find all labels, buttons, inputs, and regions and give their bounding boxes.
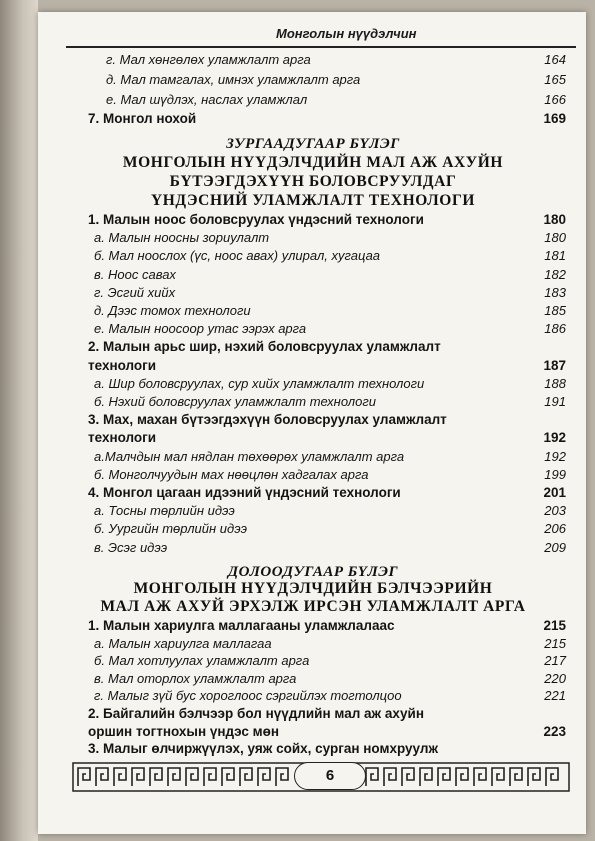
toc-entry-title: а. Малын хариулга маллагаа [94, 635, 272, 651]
toc-entry-title: г. Малыг зүй бус хороглоос сэргийлэх тогтолцоо [94, 688, 402, 704]
toc-entry-title: в. Ноос савах [94, 266, 176, 282]
toc-entry-page: 182 [544, 266, 566, 282]
toc-section-title: 2. Малын арьс шир, нэхий боловсруулах уламжлалт [88, 339, 441, 355]
toc-section-title: 7. Монгол нохой [88, 111, 197, 126]
toc-section-title: 4. Монгол цагаан идээний үндэсний технологи [88, 485, 401, 500]
chapter-label: ЗУРГААДУГААР БҮЛЭГ [226, 136, 400, 152]
toc-entry-page: 217 [544, 653, 566, 669]
toc-entry-page: 206 [544, 521, 566, 537]
toc-section-title: 3. Мах, махан бүтээгдэхүүн боловсруулах уламжлалт [88, 412, 447, 428]
toc-entry-title: г. Эсгий хийх [94, 284, 176, 300]
toc-section-page: 223 [543, 723, 566, 739]
toc-section-title: 1. Малын ноос боловсруулах үндэсний технологи [88, 212, 424, 227]
toc-entry-page: 164 [544, 52, 566, 67]
toc-section-title: технологи [88, 430, 157, 446]
toc-entry-title: в. Эсэг идээ [94, 539, 168, 555]
toc-entry-title: а. Шир боловсруулах, сур хийх уламжлалт технологи [94, 375, 425, 391]
toc-entry-title: д. Дээс томох технологи [94, 303, 251, 318]
toc-section-page: 192 [543, 430, 566, 446]
toc-entry-page: 215 [544, 635, 566, 651]
toc-entry-title: б. Уургийн төрлийн идээ [94, 521, 247, 537]
toc-entry-title: д. Мал тамгалах, имнэх уламжлалт арга [106, 72, 361, 87]
toc-section-page: 187 [543, 357, 566, 373]
toc-entry-page: 199 [544, 466, 566, 482]
toc-entry-page: 166 [544, 92, 566, 107]
ornament-footer [72, 762, 572, 792]
book-edge [0, 0, 38, 841]
toc-entry-title: б. Монголчуудын мах нөөцлөн хадгалах арга [94, 466, 369, 482]
toc-section-page: 215 [543, 618, 566, 633]
toc-entry-title: е. Мал шүдлэх, наслах уламжлал [106, 92, 308, 107]
toc-entry-page: 191 [544, 394, 566, 409]
chapter-title-line: МОНГОЛЫН НҮҮДЭЛЧДИЙН БЭЛЧЭЭРИЙН [133, 580, 493, 597]
toc-entry-page: 183 [544, 284, 566, 300]
toc-section-page: 201 [543, 485, 566, 500]
toc-entry-page: 192 [544, 448, 566, 464]
toc-entry-page: 180 [544, 230, 566, 246]
toc-entry-title: а. Тосны төрлийн идээ [94, 503, 235, 519]
toc-section-page: 169 [543, 111, 566, 126]
toc-entry-title: а.Малчдын мал нядлан төхөөрөх уламжлалт арга [94, 448, 405, 464]
header-title: Монголын нүүдэлчин [276, 26, 417, 41]
chapter-title-line: ҮНДЭСНИЙ УЛАМЖЛАЛТ ТЕХНОЛОГИ [150, 192, 476, 209]
toc-entry-page: 165 [544, 72, 566, 87]
toc-entry-page: 221 [544, 688, 566, 704]
toc-entry-page: 185 [544, 303, 566, 318]
toc-section-title: 2. Байгалийн бэлчээр бол нүүдлийн мал аж ахуйн [88, 706, 425, 721]
toc-entry-title: б. Мал хотлуулах уламжлалт арга [94, 653, 310, 669]
toc-entry-title: а. Малын ноосны зориулалт [94, 230, 270, 246]
toc-section-title: технологи [88, 357, 157, 373]
page-number: 6 [294, 762, 366, 790]
toc-section-page: 180 [543, 212, 566, 227]
toc-entry-page: 186 [544, 321, 566, 337]
toc-entry-page: 209 [544, 539, 566, 555]
toc-entry-title: в. Мал оторлох уламжлалт арга [94, 670, 297, 686]
chapter-title-line: МАЛ АЖ АХУЙ ЭРХЭЛЖ ИРСЭН УЛАМЖЛАЛТ АРГА [100, 598, 526, 615]
toc-entry-title: е. Малын ноосоор утас ээрэх арга [94, 321, 307, 337]
toc-section-title: 3. Малыг өлчиржүүлэх, уяж сойх, сурган номхруулж [88, 741, 439, 757]
toc-entry-title: б. Мал ноослох (үс, ноос авах) улирал, хугацаа [94, 248, 381, 264]
toc-section-title: оршин тогтнохын үндэс мөн [88, 723, 280, 739]
toc-lower [38, 0, 586, 841]
chapter-title-line: МОНГОЛЫН НҮҮДЭЛЧДИЙН МАЛ АЖ АХУЙН [122, 154, 504, 171]
toc-entry-page: 220 [544, 670, 566, 686]
chapter-title-line: БҮТЭЭГДЭХҮҮН БОЛОВСРУУЛДАГ [169, 173, 457, 190]
toc-entry-page: 181 [544, 248, 566, 264]
toc-section-title: 1. Малын хариулга маллагааны уламжлалаас [88, 618, 395, 633]
toc-entry-page: 203 [544, 503, 566, 519]
toc-entry-title: б. Нэхий боловсруулах уламжлалт технологи [94, 394, 376, 409]
toc-entry-page: 188 [544, 375, 566, 391]
toc-entry-title: г. Мал хөнгөлөх уламжлалт арга [106, 52, 311, 67]
chapter-label: ДОЛООДУГААР БҮЛЭГ [227, 564, 399, 580]
